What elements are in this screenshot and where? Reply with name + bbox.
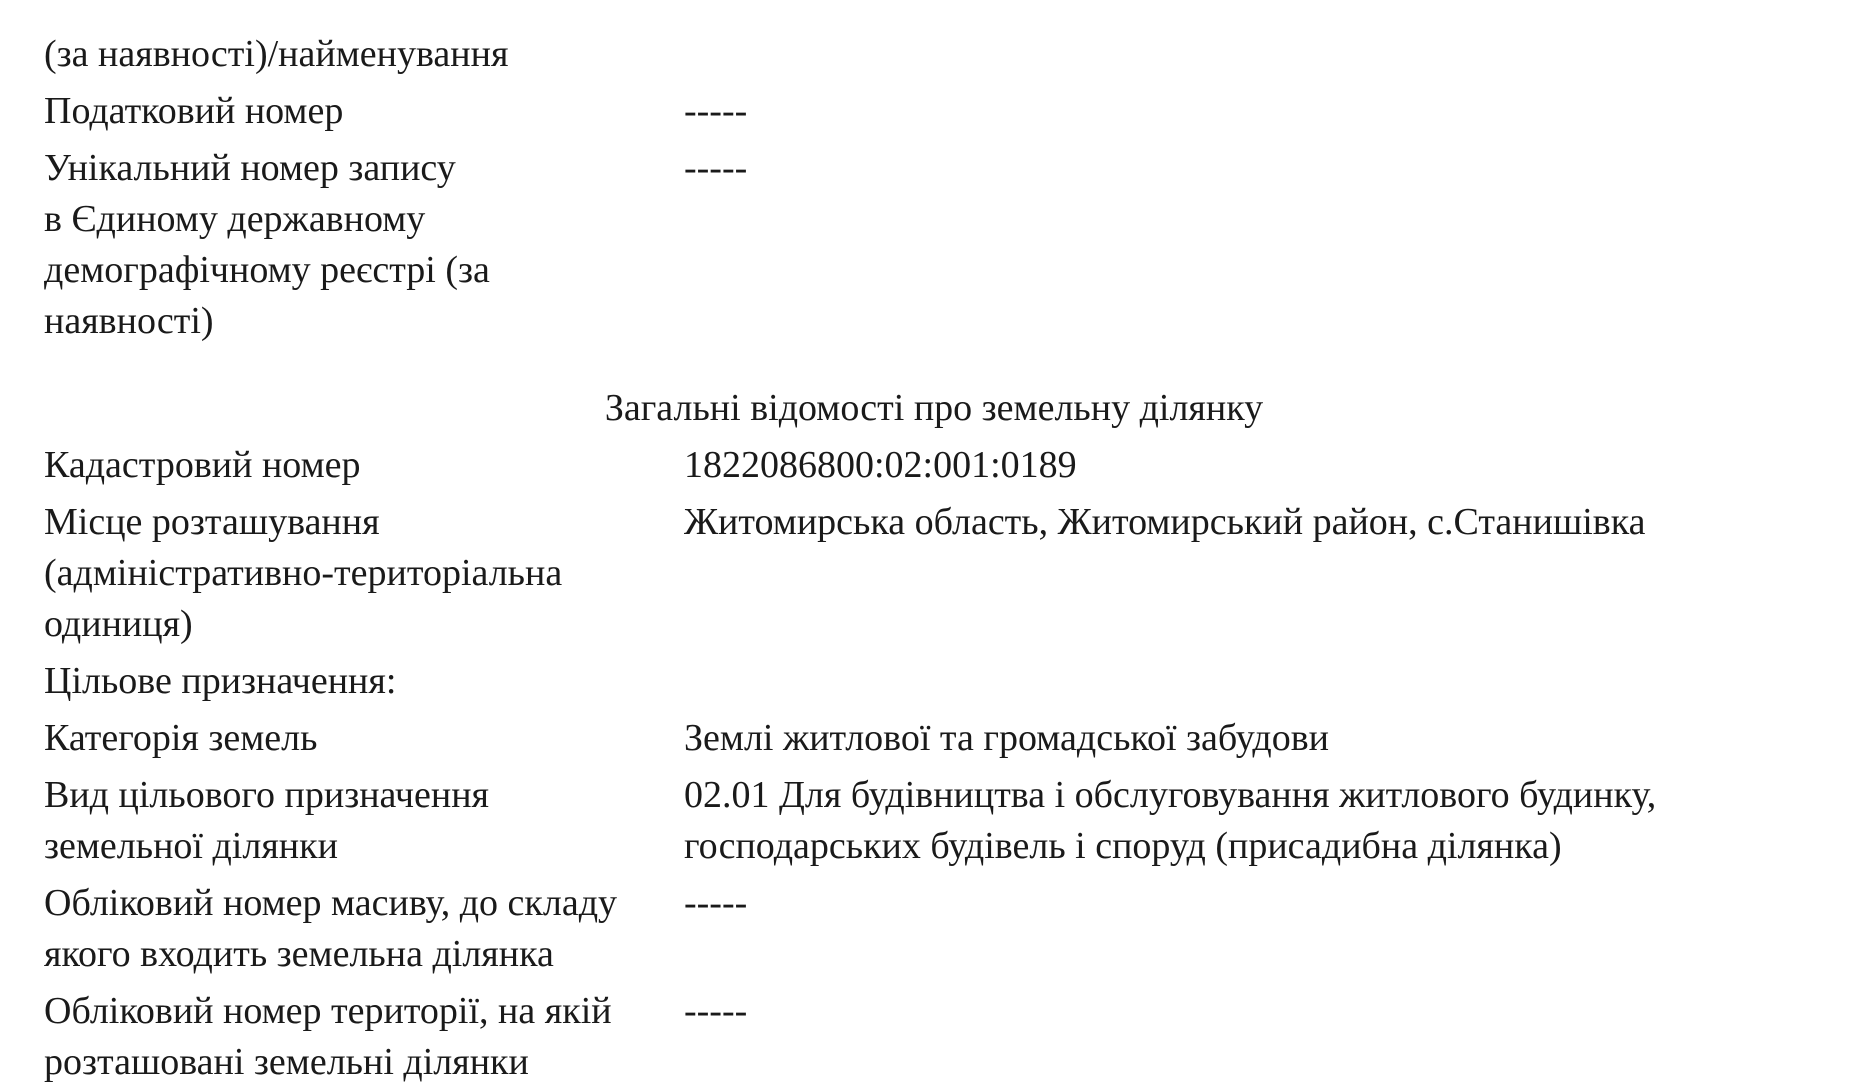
document-page — [44, 0, 1824, 1088]
massif-number-label: Обліковий номер масиву, до складу якого входить земельна ділянка — [44, 882, 618, 975]
unique-record-label: Унікальний номер запису в Єдиному державному демографічному реєстрі (за наявності) — [44, 147, 490, 342]
purpose-type-value: 02.01 Для будівництва і обслуговування житлового будинку, господарських будівель і споруд (присадибна ділянка) — [684, 774, 1657, 867]
owner-name-row-tail — [44, 29, 1824, 80]
territory-number-row — [44, 986, 1824, 1088]
category-row — [44, 713, 1824, 764]
location-row — [44, 497, 1824, 650]
category-label: Категорія земель — [44, 717, 318, 759]
section-title: Загальні відомості про земельну ділянку — [604, 387, 1264, 429]
massif-number-value: ----- — [684, 882, 748, 924]
territory-number-value: ----- — [684, 990, 748, 1032]
cadastral-label: Кадастровий номер — [44, 444, 361, 486]
tax-number-value: ----- — [684, 90, 748, 132]
purpose-type-row — [44, 770, 1824, 872]
unique-record-row — [44, 143, 1824, 347]
purpose-heading-row — [44, 656, 1824, 707]
territory-number-label: Обліковий номер території, на якій розташовані земельні ділянки — [44, 990, 612, 1083]
tax-number-label: Податковий номер — [44, 90, 344, 132]
owner-name-row — [44, 0, 1824, 29]
tax-number-row — [44, 86, 1824, 137]
massif-number-row — [44, 878, 1824, 980]
purpose-heading: Цільове призначення: — [44, 660, 397, 702]
category-value: Землі житлової та громадської забудови — [684, 717, 1329, 759]
location-label: Місце розташування (адміністративно-територіальна одиниця) — [44, 501, 563, 645]
location-value: Житомирська область, Житомирський район, с.Станишівка — [684, 501, 1646, 543]
unique-record-value: ----- — [684, 147, 748, 189]
cadastral-value: 1822086800:02:001:0189 — [684, 444, 1077, 486]
cadastral-row — [44, 440, 1824, 491]
owner-name-label-tail: (за наявності)/найменування — [44, 33, 509, 75]
purpose-type-label: Вид цільового призначення земельної ділянки — [44, 774, 490, 867]
